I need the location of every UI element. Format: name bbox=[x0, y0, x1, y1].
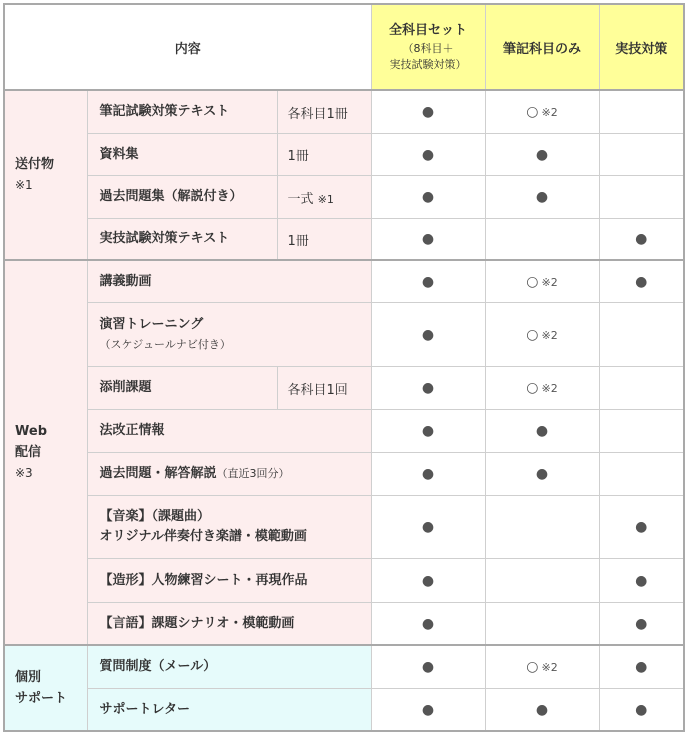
row-item: 【造形】人物練習シート・再現作品 bbox=[87, 559, 371, 602]
group-web-label1: Web bbox=[15, 424, 47, 440]
row-mark-practical bbox=[599, 134, 684, 176]
filled-circle-icon: ● bbox=[535, 422, 549, 439]
filled-circle-icon: ● bbox=[421, 189, 435, 206]
group-support-label2: サポート bbox=[15, 691, 68, 707]
row-qty: 各科目1回 bbox=[277, 367, 371, 409]
open-circle-icon: ○ bbox=[526, 104, 539, 121]
row-mark-written bbox=[485, 496, 599, 559]
header-full-set-title: 全科目セット bbox=[388, 23, 467, 39]
row-item: 【言語】課題シナリオ・模範動画 bbox=[87, 602, 371, 645]
header-practical: 実技対策 bbox=[599, 4, 684, 90]
row-mark-full bbox=[371, 645, 485, 688]
row-item: サポートレター bbox=[87, 689, 371, 731]
row-item: 過去問題集（解説付き） bbox=[87, 176, 277, 218]
row-mark-practical bbox=[599, 409, 684, 452]
filled-circle-icon: ● bbox=[635, 659, 648, 676]
row-item: 質問制度（メール） bbox=[87, 645, 371, 688]
group-shipped-note: ※1 bbox=[15, 178, 33, 193]
row-mark-practical bbox=[599, 452, 684, 495]
row-mark-practical bbox=[599, 367, 684, 409]
open-circle-icon: ○ bbox=[526, 326, 539, 343]
filled-circle-icon: ● bbox=[635, 572, 648, 589]
row-mark-full bbox=[371, 367, 485, 409]
header-full-set-sub2: 実技試験対策） bbox=[389, 58, 467, 72]
row-mark-practical bbox=[599, 602, 684, 645]
filled-circle-icon: ● bbox=[421, 104, 435, 121]
row-mark-full bbox=[371, 218, 485, 260]
row-mark-full bbox=[371, 559, 485, 602]
header-full-set bbox=[371, 4, 485, 90]
row-mark-practical bbox=[599, 645, 684, 688]
row-item bbox=[87, 452, 371, 495]
row-mark-practical bbox=[599, 176, 684, 218]
filled-circle-icon: ● bbox=[421, 701, 435, 718]
row-item: 法改正情報 bbox=[87, 409, 371, 452]
row-mark-written bbox=[485, 602, 599, 645]
filled-circle-icon: ● bbox=[421, 231, 435, 247]
group-shipped bbox=[4, 90, 87, 260]
filled-circle-icon: ● bbox=[535, 189, 549, 206]
row-mark-full bbox=[371, 134, 485, 176]
open-circle-icon: ○ bbox=[526, 659, 539, 676]
note-mark: ※2 bbox=[541, 661, 558, 675]
row-mark-written bbox=[485, 218, 599, 260]
filled-circle-icon: ● bbox=[421, 273, 435, 290]
note-mark: ※2 bbox=[541, 106, 558, 120]
header-content: 内容 bbox=[4, 4, 371, 90]
filled-circle-icon: ● bbox=[421, 659, 435, 676]
filled-circle-icon: ● bbox=[421, 326, 435, 343]
row-mark-full bbox=[371, 260, 485, 302]
row-qty: 各科目1冊 bbox=[277, 90, 371, 133]
note-mark: ※2 bbox=[541, 382, 558, 396]
filled-circle-icon: ● bbox=[635, 701, 648, 718]
row-mark-written bbox=[485, 689, 599, 731]
filled-circle-icon: ● bbox=[635, 231, 648, 247]
course-comparison-table bbox=[3, 3, 685, 732]
group-web bbox=[4, 260, 87, 645]
row-mark-full bbox=[371, 452, 485, 495]
group-support bbox=[4, 645, 87, 731]
row-item: 添削課題 bbox=[87, 367, 277, 409]
row-qty-text: 一式 bbox=[287, 191, 314, 207]
group-shipped-label: 送付物 bbox=[15, 157, 55, 173]
row-mark-written bbox=[485, 452, 599, 495]
row-mark-written bbox=[485, 260, 599, 302]
row-mark-practical bbox=[599, 496, 684, 559]
row-mark-written bbox=[485, 559, 599, 602]
filled-circle-icon: ● bbox=[421, 380, 435, 397]
header-written-only: 筆記科目のみ bbox=[485, 4, 599, 90]
row-mark-written bbox=[485, 303, 599, 367]
group-web-note: ※3 bbox=[15, 466, 33, 481]
row-qty-note: ※1 bbox=[317, 192, 334, 206]
row-mark-practical bbox=[599, 689, 684, 731]
row-mark-full bbox=[371, 409, 485, 452]
row-mark-full bbox=[371, 602, 485, 645]
row-qty bbox=[277, 176, 371, 218]
row-mark-full bbox=[371, 689, 485, 731]
group-web-label2: 配信 bbox=[15, 445, 42, 461]
row-mark-full bbox=[371, 496, 485, 559]
row-mark-practical bbox=[599, 90, 684, 133]
row-mark-full bbox=[371, 303, 485, 367]
row-mark-written bbox=[485, 367, 599, 409]
row-mark-practical bbox=[599, 559, 684, 602]
row-item-small: （直近3回分） bbox=[216, 466, 290, 480]
row-mark-written bbox=[485, 176, 599, 218]
row-item bbox=[87, 496, 371, 559]
row-mark-full bbox=[371, 90, 485, 133]
filled-circle-icon: ● bbox=[535, 701, 549, 718]
header-full-set-sub1: （8科目＋ bbox=[402, 42, 454, 56]
row-item-title: 【音楽】（課題曲） bbox=[99, 509, 211, 525]
row-item-title: 過去問題・解答解説 bbox=[99, 465, 217, 481]
row-item: 実技試験対策テキスト bbox=[87, 218, 277, 260]
open-circle-icon: ○ bbox=[526, 380, 539, 397]
row-mark-full bbox=[371, 176, 485, 218]
row-item: 講義動画 bbox=[87, 260, 371, 302]
filled-circle-icon: ● bbox=[421, 146, 435, 163]
filled-circle-icon: ● bbox=[635, 615, 648, 632]
row-qty: 1冊 bbox=[277, 134, 371, 176]
row-qty: 1冊 bbox=[277, 218, 371, 260]
filled-circle-icon: ● bbox=[421, 519, 435, 536]
row-item-sub: （スケジュールナビ付き） bbox=[99, 337, 231, 351]
filled-circle-icon: ● bbox=[421, 422, 435, 439]
filled-circle-icon: ● bbox=[635, 519, 648, 536]
row-mark-written bbox=[485, 134, 599, 176]
filled-circle-icon: ● bbox=[535, 146, 549, 163]
row-item bbox=[87, 303, 371, 367]
row-item-line2: オリジナル伴奏付き楽譜・模範動画 bbox=[99, 529, 307, 545]
filled-circle-icon: ● bbox=[421, 572, 435, 589]
row-mark-practical bbox=[599, 260, 684, 302]
row-item-title: 演習トレーニング bbox=[99, 316, 204, 332]
row-mark-written bbox=[485, 645, 599, 688]
note-mark: ※2 bbox=[541, 275, 558, 289]
filled-circle-icon: ● bbox=[635, 273, 648, 290]
open-circle-icon: ○ bbox=[526, 273, 539, 290]
filled-circle-icon: ● bbox=[421, 615, 435, 632]
row-mark-practical bbox=[599, 218, 684, 260]
note-mark: ※2 bbox=[541, 328, 558, 342]
filled-circle-icon: ● bbox=[535, 465, 549, 482]
row-item: 資料集 bbox=[87, 134, 277, 176]
row-mark-written bbox=[485, 90, 599, 133]
row-item: 筆記試験対策テキスト bbox=[87, 90, 277, 133]
row-mark-practical bbox=[599, 303, 684, 367]
group-support-label1: 個別 bbox=[15, 670, 42, 686]
filled-circle-icon: ● bbox=[421, 465, 435, 482]
row-mark-written bbox=[485, 409, 599, 452]
